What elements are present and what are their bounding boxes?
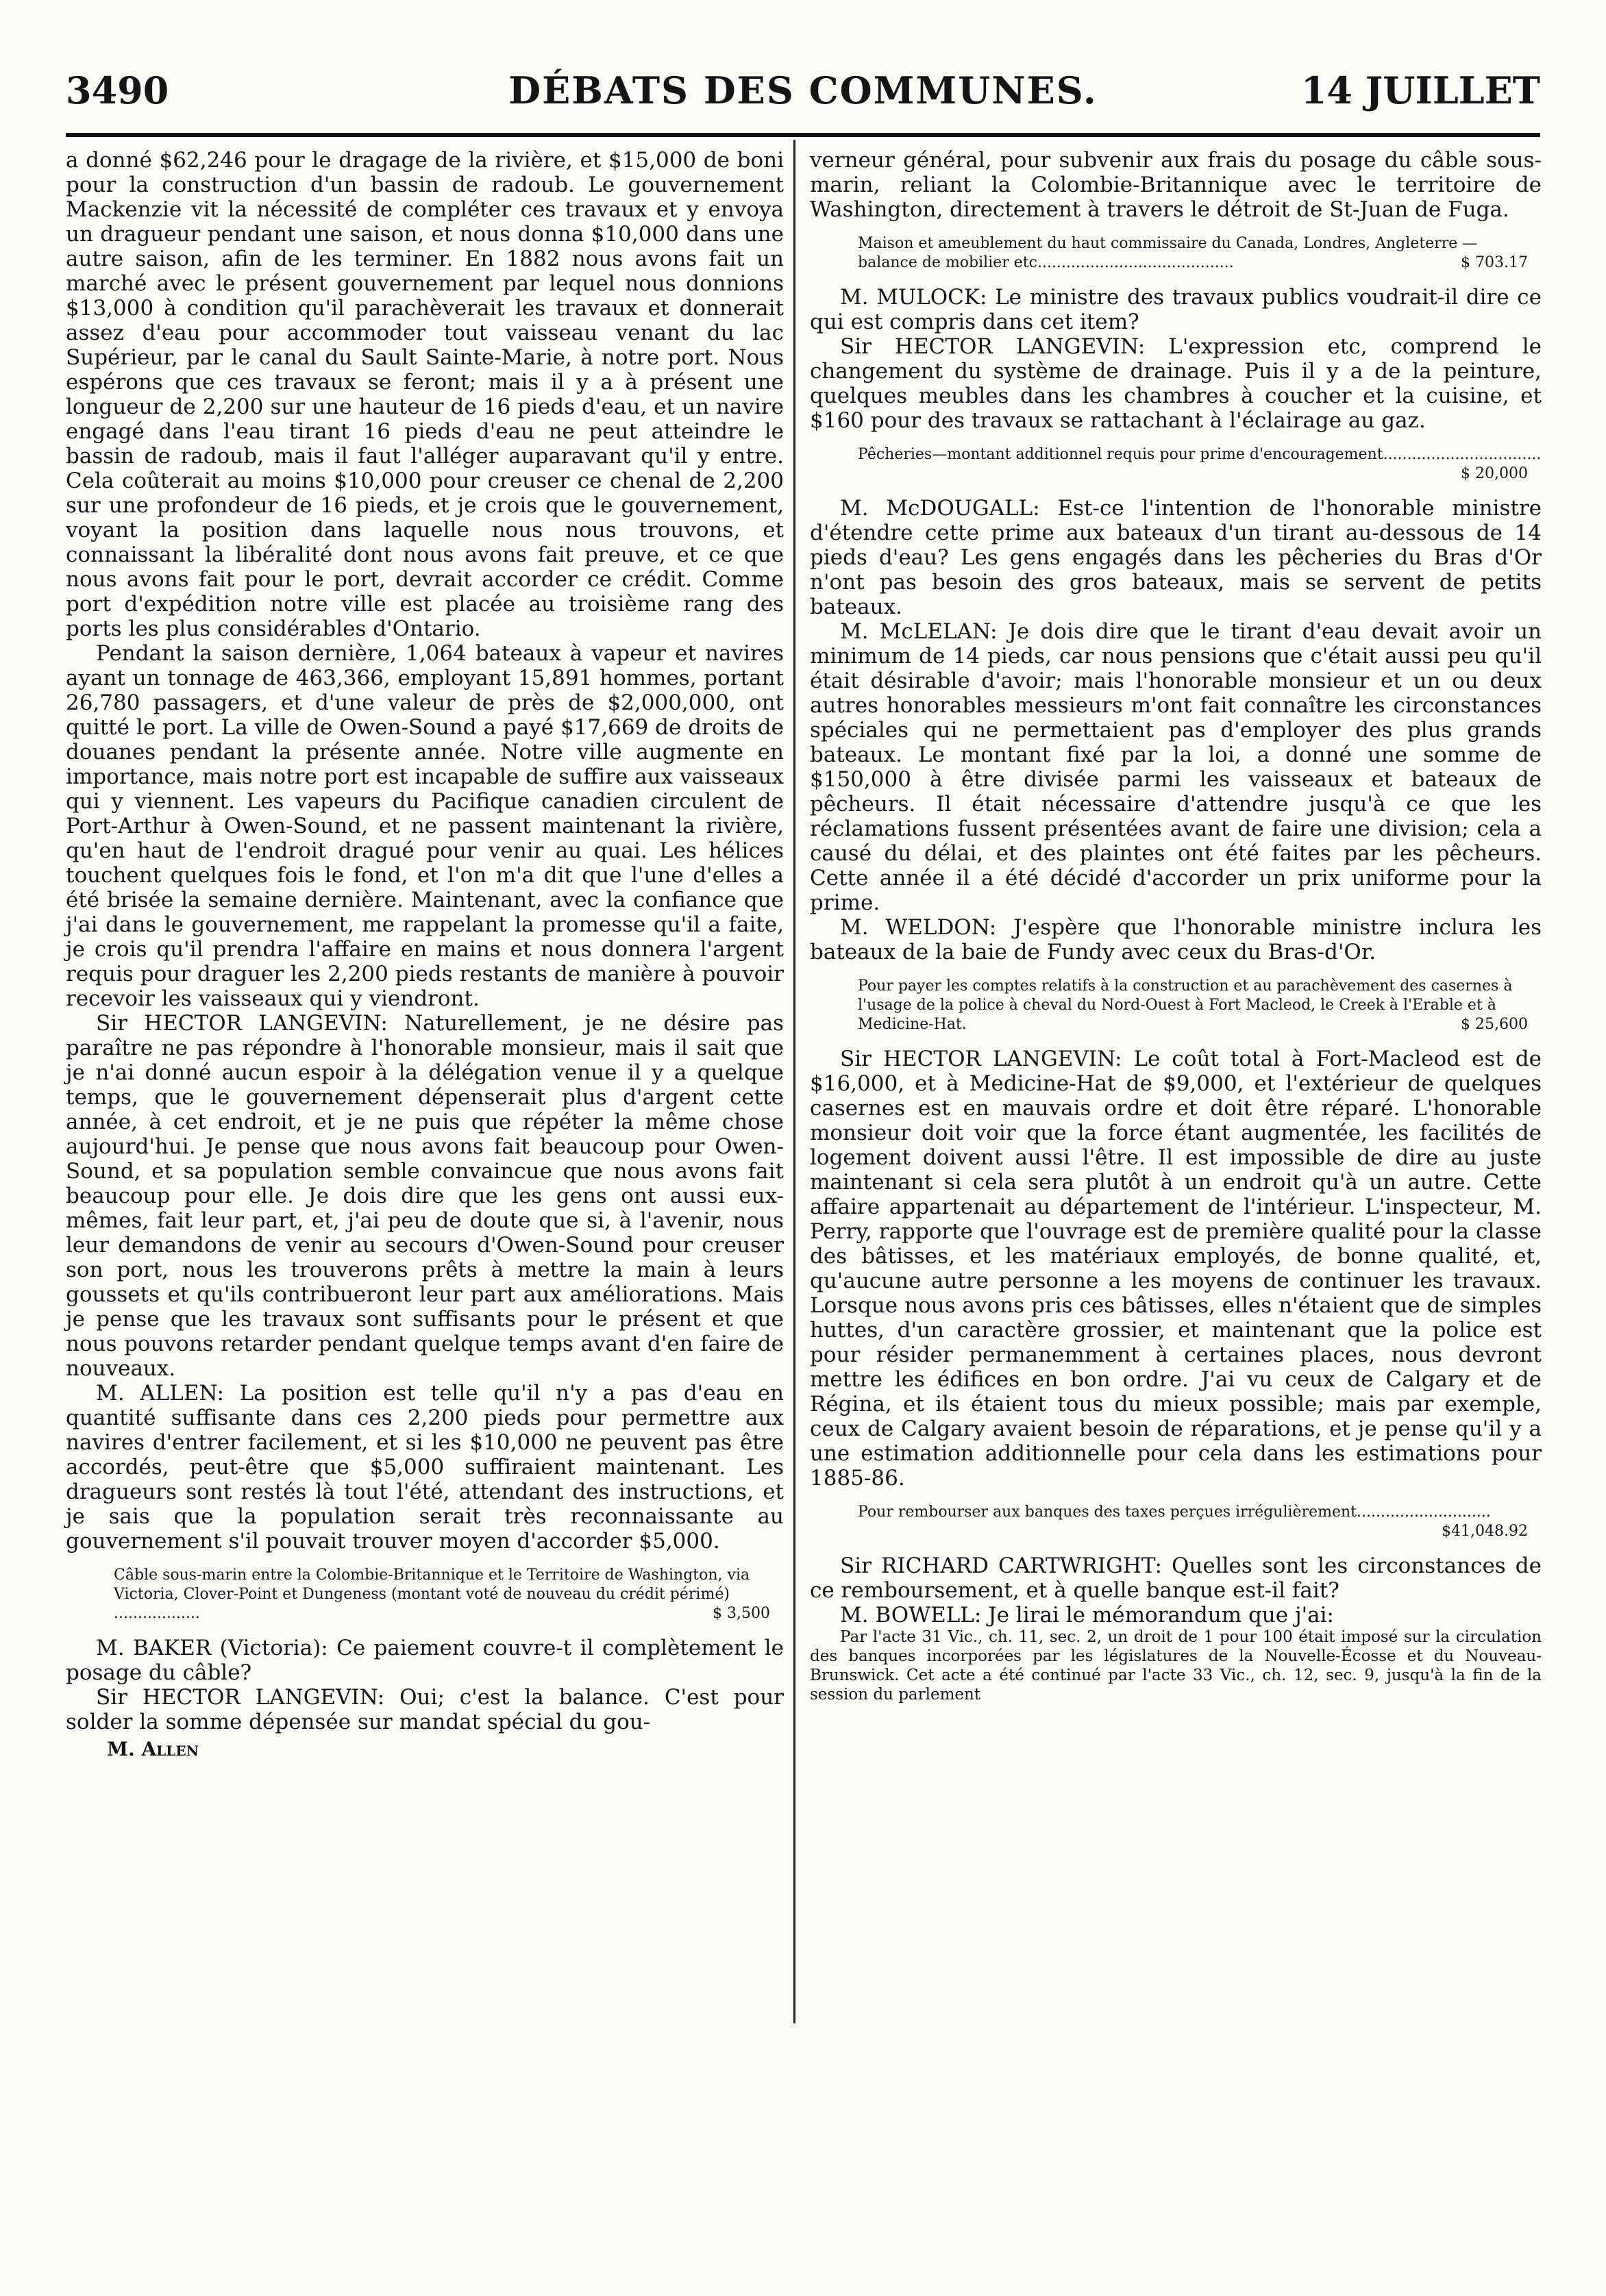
- page-number: 3490: [66, 68, 169, 112]
- left-column: [66, 148, 784, 1762]
- estimate-item-amount: $ 703.17: [1461, 254, 1528, 271]
- header-date: 14 JUILLET: [1300, 68, 1540, 112]
- estimate-item: [858, 234, 1542, 273]
- paragraph: M. BOWELL: Je lirai le mémorandum que j'ai:: [840, 1603, 1334, 1627]
- estimate-item-text: Câble sous-marin entre la Colombie-Britannique et le Territoire de Washington, via Victoria, Clover-Point et Dungeness (montant voté de nouveau du crédit périmé) ..................: [114, 1567, 750, 1622]
- estimate-item: [858, 1503, 1542, 1541]
- paragraph: M. MULOCK: Le ministre des travaux publics voudrait-il dire ce qui est compris dans cet item?: [810, 285, 1542, 334]
- estimate-item-amount: $ 25,600: [1461, 1016, 1528, 1033]
- estimate-item-text: Maison et ameublement du haut commissaire du Canada, Londres, Angleterre — balance de mobilier etc.........................................: [858, 235, 1478, 271]
- estimate-item-amount: $ 20,000: [1461, 465, 1528, 482]
- right-column: [810, 148, 1542, 1704]
- estimate-item: [858, 445, 1542, 484]
- paragraph: M. ALLEN: La position est telle qu'il n'y a pas d'eau en quantité suffisante dans ces 2,200 pieds pour permettre aux navires d'entrer facilement, et si les $10,000 ne peuvent pas être accordés, peut-être que $5,000 suffiraient maintenant. Les dragueurs sont restés là tout l'été, attendant des instructions, et je sais que la population serait très reconnaissante au gouvernement s'il pouvait trouver moyen d'accorder $5,000.: [66, 1381, 784, 1553]
- paragraph: M. BAKER (Victoria): Ce paiement couvre-t il complètement le posage du câble?: [66, 1636, 784, 1685]
- estimate-item: [858, 977, 1542, 1034]
- paragraph: Sir HECTOR LANGEVIN: Le coût total à Fort-Macleod est de $16,000, et à Medicine-Hat de $9,000, et l'extérieur de quelques casernes est en mauvais ordre et doit être réparé. L'honorable monsieur doit voir que la force étant augmentée, les facilités de logement doivent aussi l'être. Il est impossible de dire au juste maintenant si cela sera plutôt à un endroit qu'à un autre. Cette affaire appartenait au département de l'intérieur. L'inspecteur, M. Perry, rapporte que l'ouvrage est de première qualité pour la classe des bâtisses, et les matériaux employés, de bonne qualité, et, qu'aucune autre personne a les moyens de continuer les travaux. Lorsque nous avons pris ces bâtisses, elles n'étaient que de simples huttes, d'un caractère grossier, et maintenant que la police est pour résider permanemment à certaines places, nous devront mettre les édifices en bon ordre. J'ai vu ceux de Calgary et de Régina, et ils étaient tous du mieux possible; mais par exemple, ceux de Calgary avaient besoin de réparations, et je pense qu'il y a une estimation additionnelle pour cela dans les estimations pour 1885-86.: [810, 1047, 1542, 1490]
- page-title: DÉBATS DES COMMUNES.: [508, 68, 1098, 112]
- paragraph: Sir HECTOR LANGEVIN: Naturellement, je ne désire pas paraître ne pas répondre à l'honorable monsieur, mais il sait que je n'ai donné aucun espoir à la délégation venue il y a quelque temps, que le gouvernement dépenserait plus d'argent cette année, à cet endroit, et je ne puis que répéter la même chose aujourd'hui. Je pense que nous avons fait beaucoup pour Owen-Sound, et sa population semble convaincue que nous avons fait beaucoup pour elle. Je dois dire que les gens ont aussi eux-mêmes, fait leur part, et, j'ai peu de doute que si, à l'avenir, nous leur demandons de venir au secours d'Owen-Sound pour creuser son port, nous les trouverons prêts à mettre la main à leurs goussets et qu'ils contribueront leur part aux améliorations. Mais je pense que les travaux sont suffisants pour le présent et que nous pouvons retarder pendant quelque temps avant d'en faire de nouveaux.: [66, 1011, 784, 1381]
- estimate-item-text: Pour rembourser aux banques des taxes perçues irrégulièrement............................: [858, 1503, 1491, 1521]
- paragraph: Sir HECTOR LANGEVIN: Oui; c'est la balance. C'est pour solder la somme dépensée sur mandat spécial du gou-: [66, 1685, 784, 1734]
- paragraph: Pendant la saison dernière, 1,064 bateaux à vapeur et navires ayant un tonnage de 463,366, employant 15,891 hommes, portant 26,780 passagers, et d'une valeur de près de $2,000,000, ont quitté le port. La ville de Owen-Sound a payé $17,669 de droits de douanes pendant la présente année. Notre ville augmente en importance, mais notre port est incapable de suffire aux vaisseaux qui y viennent. Les vapeurs du Pacifique canadien circulent de Port-Arthur à Owen-Sound, et ne passent maintenant la rivière, qu'en haut de l'endroit dragué pour venir au quai. Les hélices touchent quelques fois le fond, et l'on m'a dit que l'une d'elles a été brisée la semaine dernière. Maintenant, avec la confiance que j'ai dans le gouvernement, me rappelant la promesse qu'il a faite, je crois qu'il prendra l'affaire en mains et nous donnera l'argent requis pour draguer les 2,200 pieds restants de manière à pouvoir recevoir les vaisseaux qui y viendront.: [66, 641, 784, 1011]
- paragraph: a donné $62,246 pour le dragage de la rivière, et $15,000 de boni pour la construction d'un bassin de radoub. Le gouvernement Mackenzie vit la nécessité de compléter ces travaux et y envoya un dragueur pendant une saison, et nous donna $10,000 dans une autre saison, afin de les terminer. En 1882 nous avons fait un marché avec le présent gouvernement par lequel nous donnions $13,000 à condition qu'il parachèverait les travaux et donnerait assez d'eau pour accommoder tout vaisseau venant du lac Supérieur, par le canal du Sault Sainte-Marie, à notre port. Nous espérons que ces travaux se feront; mais il y a à présent une longueur de 2,200 sur une hauteur de 16 pieds d'eau, et un navire engagé dans l'eau tirant 16 pieds d'eau ne peut atteindre le bassin de radoub, mais il faut l'alléger auparavant qu'il y entre. Cela coûterait au moins $10,000 pour creuser ce chenal de 2,200 sur une profondeur de 16 pieds, et je crois que le gouvernement, voyant la position dans laquelle nous nous trouvons, et connaissant la libéralité dont nous avons fait preuve, et ce que nous avons fait pour le port, devrait accorder ce crédit. Comme port d'expédition notre ville est placée au troisième rang des ports les plus considérables d'Ontario.: [66, 148, 784, 641]
- paragraph: Sir HECTOR LANGEVIN: L'expression etc, comprend le changement du système de drainage. Puis il y a de la peinture, quelques meubles dans les chambres à coucher et la cuisine, et $160 pour des travaux se rattachant à l'éclairage au gaz.: [810, 334, 1542, 433]
- paragraph: M. McLELAN: Je dois dire que le tirant d'eau devait avoir un minimum de 14 pieds, car nous pensions que c'était aussi peu qu'il était désirable d'avoir; mais l'honorable monsieur et un ou deux autres honorables messieurs m'ont fait connaître les circonstances spéciales qui ne permettaient pas d'employer des plus grands bateaux. Le montant fixé par la loi, a donné une somme de $150,000 à être divisée parmi les vaisseaux et bateaux de pêcheurs. Il était nécessaire d'attendre jusqu'à ce que les réclamations fussent présentées avant de faire une division; cela a causé du délai, et des plaintes ont été faites par les pêcheurs. Cette année il a été décidé d'accorder un prix uniforme pour la prime.: [810, 619, 1542, 915]
- memorandum-text: Par l'acte 31 Vic., ch. 11, sec. 2, un droit de 1 pour 100 était imposé sur la circulation des banques incorporées par les législatures de la Nouvelle-Écosse et du Nouveau-Brunswick. Cet acte a été continué par l'acte 33 Vic., ch. 12, sec. 9, jusqu'à la fin de la session du parlement: [810, 1628, 1542, 1704]
- paragraph: M. McDOUGALL: Est-ce l'intention de l'honorable ministre d'étendre cette prime aux bateaux d'un tirant au-dessous de 14 pieds d'eau? Les gens engagés dans les pêcheries du Bras d'Or n'ont pas besoin des gros bateaux, mais se servent de petits bateaux.: [810, 496, 1542, 619]
- estimate-item: [114, 1566, 784, 1623]
- estimate-item-text: Pêcheries—montant additionnel requis pour prime d'encouragement.................................: [858, 446, 1542, 463]
- paragraph: Sir RICHARD CARTWRIGHT: Quelles sont les circonstances de ce remboursement, et à quelle banque est-il fait?: [810, 1553, 1542, 1603]
- page-signature: M. Allen: [107, 1738, 199, 1760]
- header-rule: [66, 133, 1540, 137]
- page-header: [66, 68, 1540, 123]
- estimate-item-text: Pour payer les comptes relatifs à la construction et au parachèvement des casernes à l'usage de la police à cheval du Nord-Ouest à Fort Macleod, le Creek à l'Erable et à Medicine-Hat.: [858, 977, 1513, 1033]
- estimate-item-amount: $ 3,500: [713, 1605, 770, 1622]
- paragraph: verneur général, pour subvenir aux frais du posage du câble sous-marin, reliant la Colombie-Britannique avec le territoire de Washington, directement à travers le détroit de St-Juan de Fuga.: [810, 148, 1542, 222]
- column-divider: [793, 140, 795, 2023]
- estimate-item-amount: $41,048.92: [1442, 1523, 1528, 1540]
- paragraph: M. WELDON: J'espère que l'honorable ministre inclura les bateaux de la baie de Fundy avec ceux du Bras-d'Or.: [810, 915, 1542, 964]
